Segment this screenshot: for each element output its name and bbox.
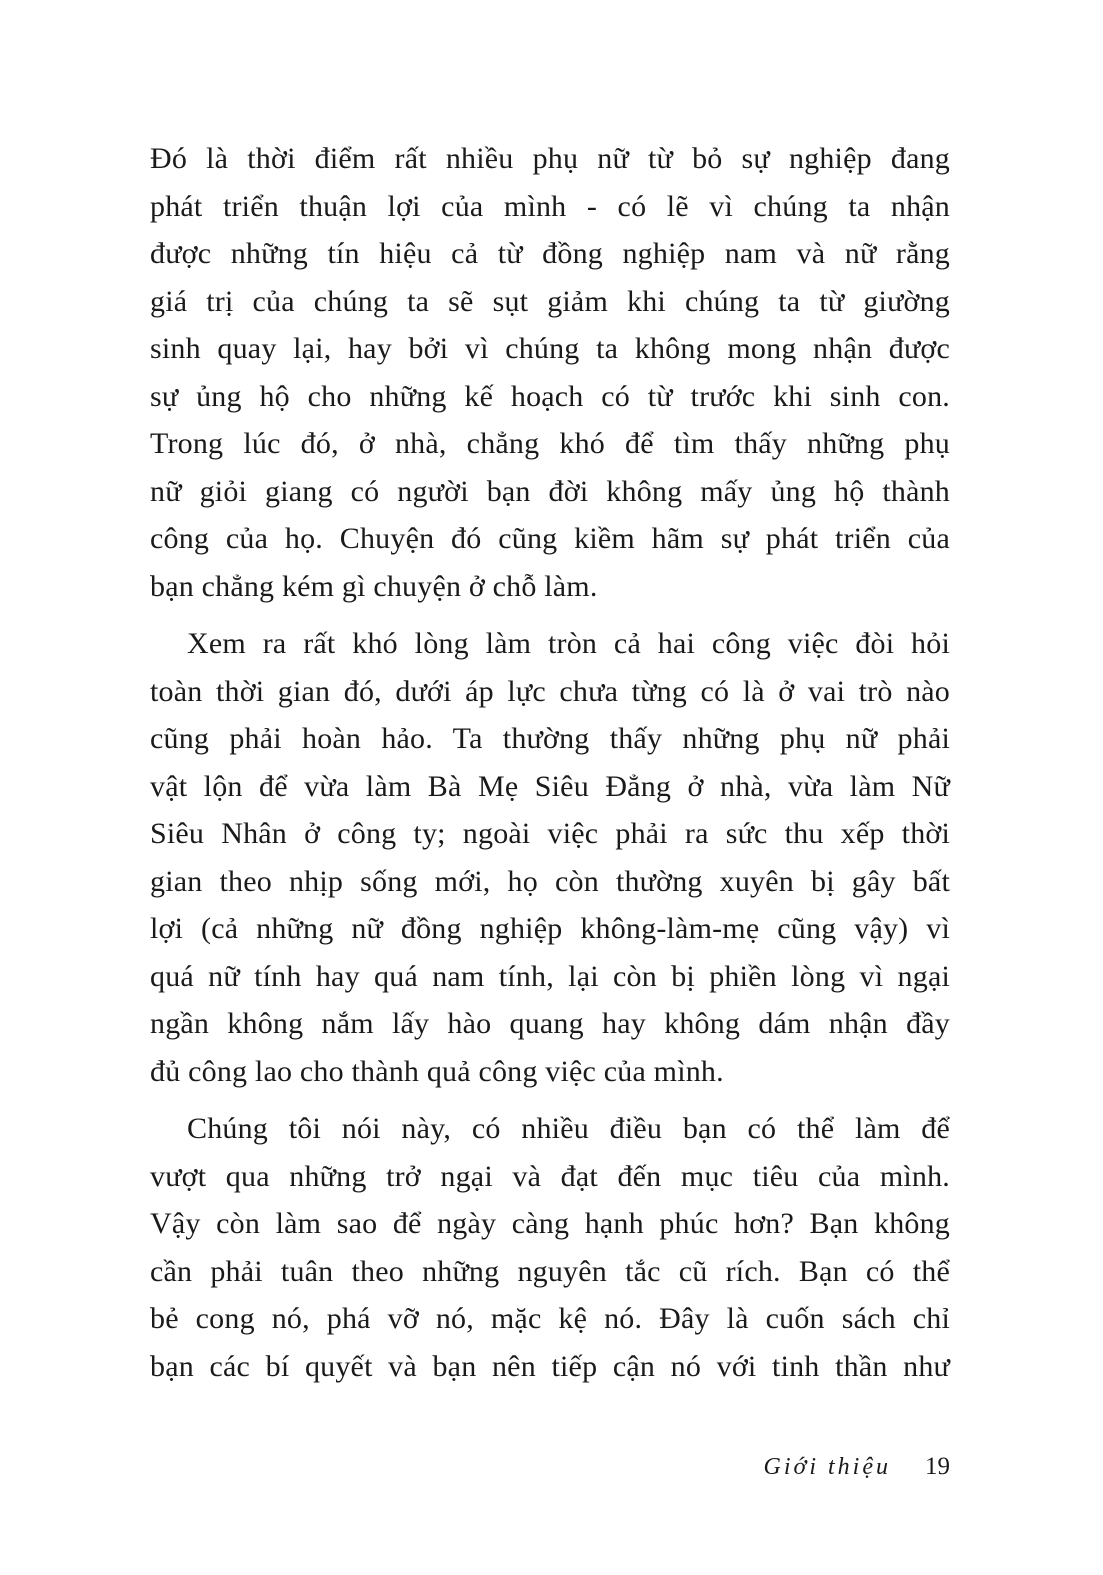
text-line: sinh quay lại, hay bởi vì chúng ta không mong nhận được xyxy=(150,332,950,365)
text-line: toàn thời gian đó, dưới áp lực chưa từng có là ở vai trò nào xyxy=(150,674,950,708)
text-line: bạn các bí quyết và bạn nên tiếp cận nó với tinh thần như xyxy=(150,1349,950,1383)
text-line: vượt qua những trở ngại và đạt đến mục tiêu của mình. xyxy=(150,1159,950,1193)
page-number: 19 xyxy=(925,1453,950,1480)
text-line: Siêu Nhân ở công ty; ngoài việc phải ra sức thu xếp thời xyxy=(150,817,950,850)
page-footer xyxy=(0,1452,950,1482)
text-line: vật lộn để vừa làm Bà Mẹ Siêu Đẳng ở nhà, vừa làm Nữ xyxy=(150,769,950,803)
text-line: Đó là thời điểm rất nhiều phụ nữ từ bỏ sự nghiệp đang xyxy=(150,142,950,175)
text-line: lợi (cả những nữ đồng nghiệp không-làm-mẹ cũng vậy) vì xyxy=(150,912,950,945)
text-line: Chúng tôi nói này, có nhiều điều bạn có thể làm để xyxy=(187,1112,950,1145)
text-line: cần phải tuân theo những nguyên tắc cũ rích. Bạn có thể xyxy=(150,1254,950,1288)
text-line: bạn chẳng kém gì chuyện ở chỗ làm. xyxy=(150,569,598,603)
paragraph-gap xyxy=(150,610,950,620)
text-line: Vậy còn làm sao để ngày càng hạnh phúc hơn? Bạn không xyxy=(150,1207,950,1240)
paragraph-gap xyxy=(150,1095,950,1105)
paragraph-2 xyxy=(150,620,950,1095)
text-line: nữ giỏi giang có người bạn đời không mấy ủng hộ thành xyxy=(150,474,950,508)
paragraph-3 xyxy=(150,1105,950,1390)
text-line: phát triển thuận lợi của mình - có lẽ vì chúng ta nhận xyxy=(150,189,950,223)
paragraph-1 xyxy=(150,135,950,610)
text-line: bẻ cong nó, phá vỡ nó, mặc kệ nó. Đây là cuốn sách chỉ xyxy=(150,1302,950,1335)
text-line: Trong lúc đó, ở nhà, chẳng khó để tìm thấy những phụ xyxy=(150,427,950,460)
text-line: gian theo nhịp sống mới, họ còn thường xuyên bị gây bất xyxy=(150,864,950,898)
text-line: sự ủng hộ cho những kế hoạch có từ trước khi sinh con. xyxy=(150,379,950,413)
text-line: Xem ra rất khó lòng làm tròn cả hai công việc đòi hỏi xyxy=(187,627,950,660)
text-line: công của họ. Chuyện đó cũng kiềm hãm sự phát triển của xyxy=(150,522,950,555)
text-line: đủ công lao cho thành quả công việc của mình. xyxy=(150,1054,724,1088)
running-footer-section-title: Giới thiệu xyxy=(763,1454,891,1480)
text-line: quá nữ tính hay quá nam tính, lại còn bị phiền lòng vì ngại xyxy=(150,959,950,993)
text-line: được những tín hiệu cả từ đồng nghiệp nam và nữ rằng xyxy=(150,237,950,270)
body-text xyxy=(150,135,950,1390)
text-line: cũng phải hoàn hảo. Ta thường thấy những phụ nữ phải xyxy=(150,722,950,755)
text-line: giá trị của chúng ta sẽ sụt giảm khi chúng ta từ giường xyxy=(150,284,950,318)
text-line: ngần không nắm lấy hào quang hay không dám nhận đầy xyxy=(150,1007,950,1040)
